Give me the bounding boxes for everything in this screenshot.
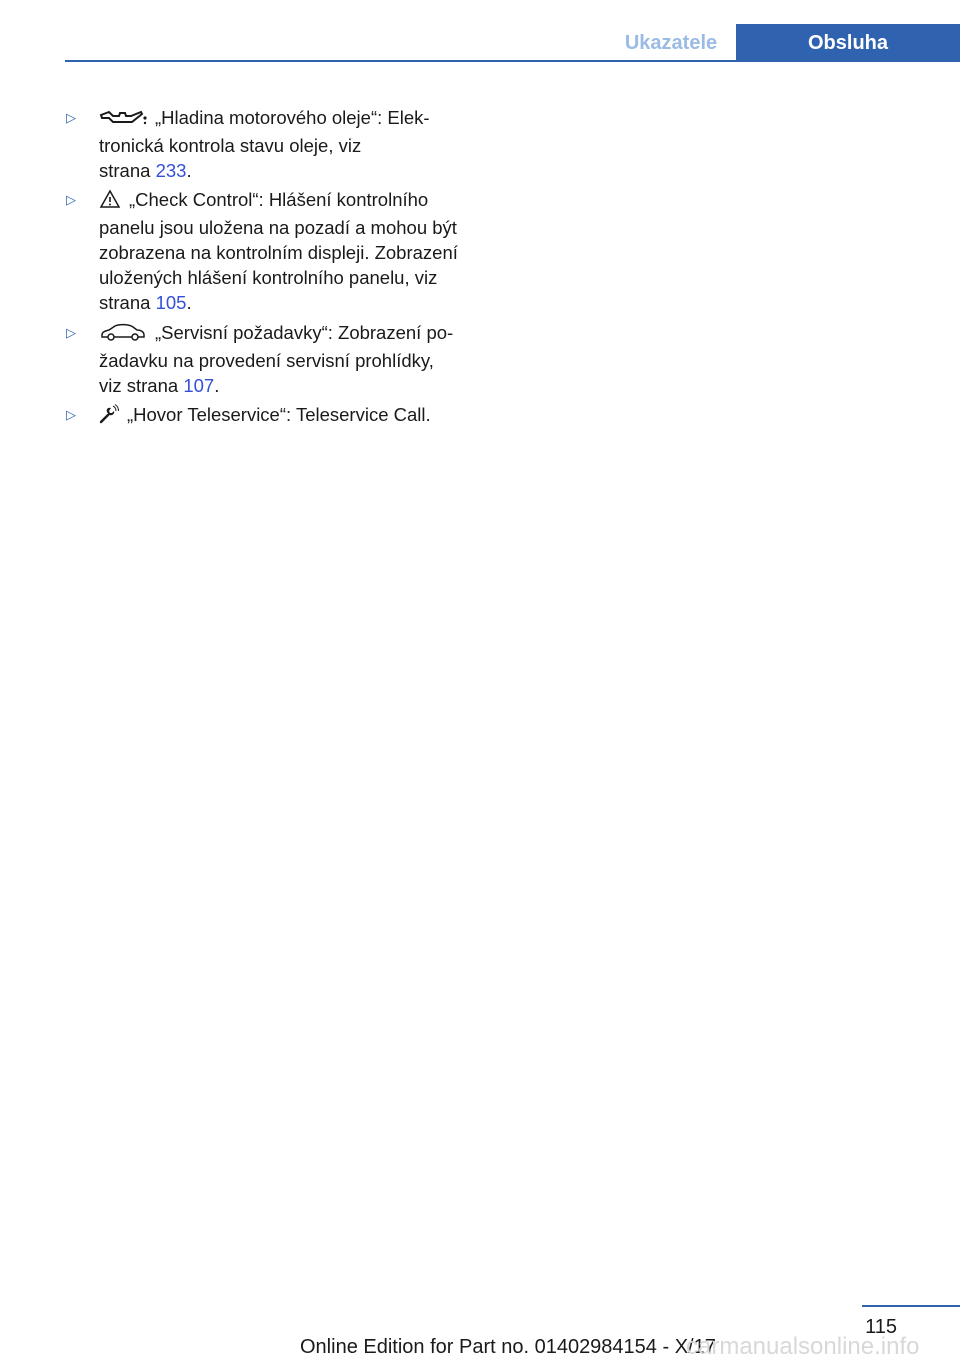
- bullet-icon: ▷: [66, 407, 76, 422]
- item-text: viz strana: [99, 375, 184, 396]
- item-text: panelu jsou uložena na pozadí a mohou být: [99, 217, 457, 238]
- item-text: zobrazena na kontrolním displeji. Zobrazení: [99, 242, 458, 263]
- page-link[interactable]: 105: [155, 292, 187, 313]
- edition-text: Online Edition for Part no. 01402984154 - X/17: [300, 1336, 716, 1358]
- item-text: „Hladina motorového oleje“: Elek-: [155, 107, 430, 128]
- page-link[interactable]: 107: [183, 375, 215, 396]
- item-text: strana: [99, 160, 156, 181]
- bullet-icon: ▷: [66, 325, 76, 340]
- warning-triangle-icon: [99, 189, 121, 215]
- item-text: „Servisní požadavky“: Zobrazení po-: [155, 322, 454, 343]
- tab-obsluha[interactable]: Obsluha: [736, 24, 960, 62]
- item-text: „Check Control“: Hlášení kontrolního: [129, 189, 429, 210]
- wrench-call-icon: [99, 404, 119, 430]
- oil-can-icon: [99, 108, 147, 133]
- watermark: carmanualsonline.info: [686, 1333, 920, 1360]
- item-text: žadavku na provedení servisní prohlídky,: [99, 350, 434, 371]
- footer-rule: [862, 1305, 960, 1307]
- item-text: uložených hlášení kontrolního panelu, viz: [99, 267, 438, 288]
- punctuation: .: [214, 375, 220, 396]
- item-text: tronická kontrola stavu oleje, viz: [99, 135, 362, 156]
- bullet-icon: ▷: [66, 192, 76, 207]
- tab-ukazatele[interactable]: Ukazatele: [624, 32, 718, 54]
- item-text: „Hovor Teleservice“: Teleservice Call.: [127, 404, 431, 425]
- item-text: strana: [99, 292, 156, 313]
- page-number: 115: [865, 1316, 897, 1338]
- page-link[interactable]: 233: [155, 160, 187, 181]
- punctuation: .: [186, 292, 192, 313]
- punctuation: .: [186, 160, 192, 181]
- bullet-icon: ▷: [66, 110, 76, 125]
- car-service-icon: [99, 322, 147, 348]
